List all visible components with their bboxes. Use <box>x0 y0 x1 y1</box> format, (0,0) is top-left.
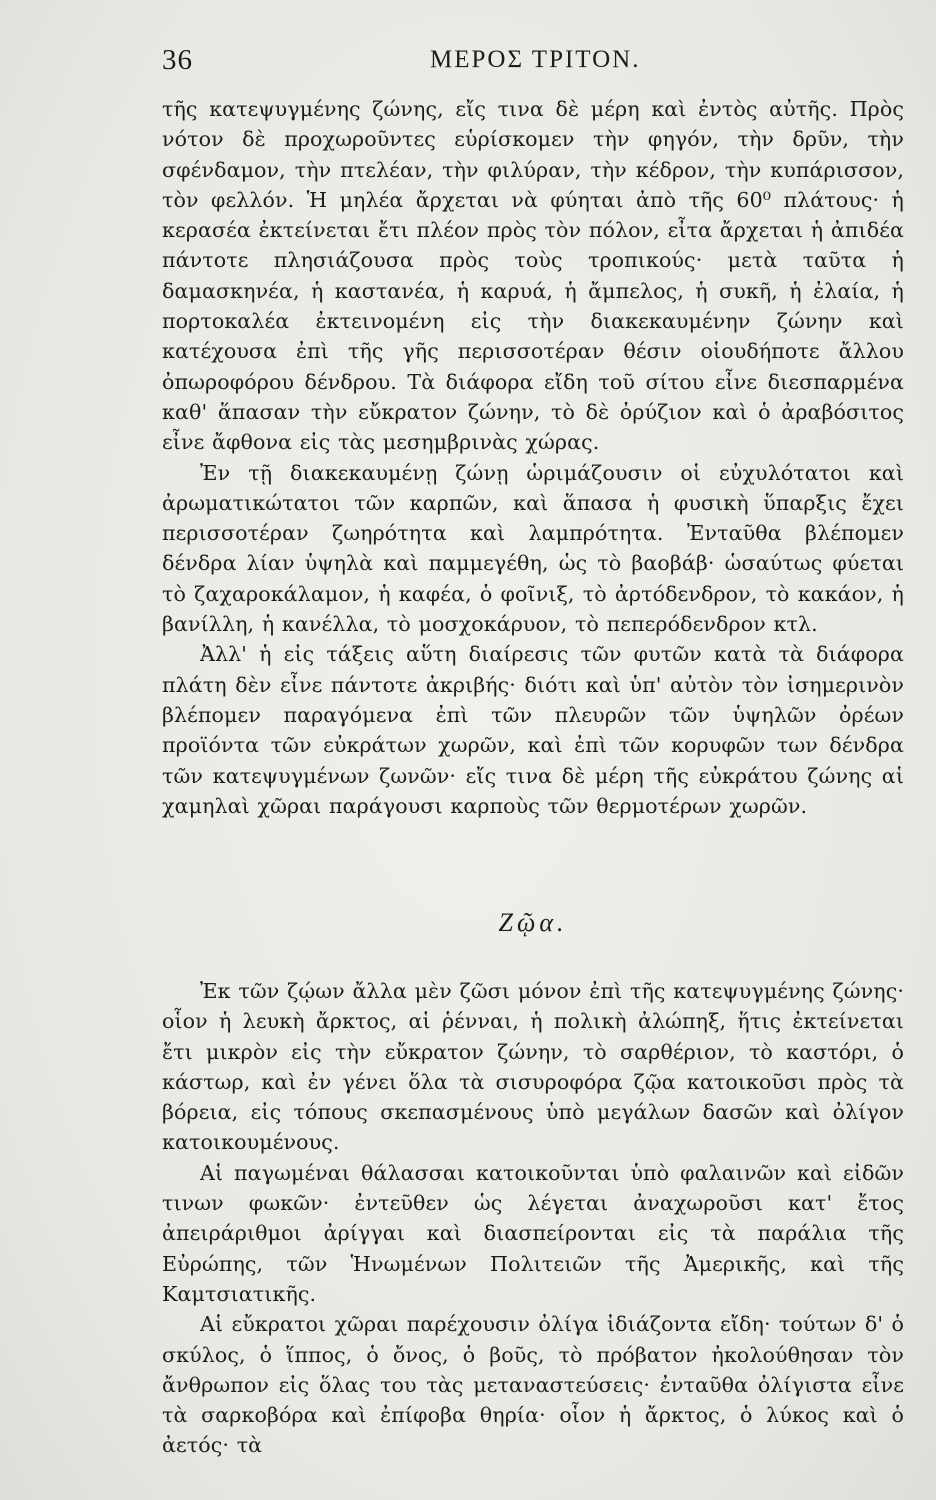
text-block-plants <box>162 94 904 821</box>
text-block-animals <box>162 976 904 1461</box>
page-number: 36 <box>162 44 193 76</box>
paragraph: Ἀλλ' ἡ εἰς τάξεις αὕτη διαίρεσις τῶν φυτῶν κατὰ τὰ διάφορα πλάτη δὲν εἶνε πάντοτε ἀκριβής· διότι καὶ ὑπ' αὐτὸν τὸν ἰσημερινὸν βλέπομεν παραγόμενα ἐπὶ τῶν πλευρῶν τῶν ὑψηλῶν ὀρέων προϊόντα τῶν εὐκράτων χωρῶν, καὶ ἐπὶ τῶν κορυφῶν των δένδρα τῶν κατεψυγμένων ζωνῶν· εἴς τινα δὲ μέρη τῆς εὐκράτου ζώνης αἱ χαμηλαὶ χῶραι παράγουσι καρποὺς τῶν θερμοτέρων χωρῶν. <box>162 642 904 818</box>
paragraph: Αἱ παγωμέναι θάλασσαι κατοικοῦνται ὑπὸ φαλαινῶν καὶ εἰδῶν τινων φωκῶν· ἐντεῦθεν ὡς λέγεται ἀναχωροῦσι κατ' ἔτος ἀπειράριθμοι ἀρίγγαι καὶ διασπείρονται εἰς τὰ παράλια τῆς Εὐρώπης, τῶν Ἡνωμένων Πολιτειῶν τῆς Ἀμερικῆς, καὶ τῆς Καμτσιατικῆς. <box>162 1160 904 1306</box>
paragraph: Αἱ εὔκρατοι χῶραι παρέχουσιν ὀλίγα ἰδιάζοντα εἴδη· τούτων δ' ὁ σκύλος, ὁ ἵππος, ὁ ὄνος, ὁ βοῦς, τὸ πρόβατον ἠκολούθησαν τὸν ἄνθρωπον εἰς ὅλας του τὰς μεταναστεύσεις· ἐνταῦθα ὀλίγιστα εἶνε τὰ σαρκοβόρα καὶ ἐπίφοβα θηρία· οἷον ἡ ἄρκτος, ὁ λύκος καὶ ὁ ἀετός· τὰ <box>162 1312 904 1458</box>
paragraph: Ἐν τῇ διακεκαυμένῃ ζώνῃ ὡριμάζουσιν οἱ εὐχυλότατοι καὶ ἀρωματικώτατοι τῶν καρπῶν, καὶ ἅπασα ἡ φυσικὴ ὕπαρξις ἔχει περισσοτέραν ζωηρότητα καὶ λαμπρότητα. Ἐνταῦθα βλέπομεν δένδρα λίαν ὑψηλὰ καὶ παμμεγέθη, ὡς τὸ βαοβάβ· ὡσαύτως φύεται τὸ ζαχαροκάλαμον, ἡ καφέα, ὁ φοῖνιξ, τὸ ἀρτόδενδρον, τὸ κακάον, ἡ βανίλλη, ἡ κανέλλα, τὸ μοσχοκάρυον, τὸ πεπερόδενδρον κτλ. <box>162 460 904 637</box>
paragraph: τῆς κατεψυγμένης ζώνης, εἴς τινα δὲ μέρη καὶ ἐντὸς αὐτῆς. Πρὸς νότον δὲ προχωροῦντες εὑρίσκομεν τὴν φηγόν, τὴν δρῦν, τὴν σφένδαμον, τὴν πτελέαν, τὴν φιλύραν, τὴν κέδρον, τὴν κυπάρισσον, τὸν φελλόν. Ἡ μηλέα ἄρχεται νὰ φύηται ἀπὸ τῆς 60⁰ πλάτους· ἡ κερασέα ἐκτείνεται ἔτι πλέον πρὸς τὸν πόλον, εἶτα ἄρχεται ἡ ἀπιδέα πάντοτε πλησιάζουσα πρὸς τοὺς τροπικούς· μετὰ ταῦτα ἡ δαμασκηνέα, ἡ καστανέα, ἡ καρυά, ἡ ἄμπελος, ἡ συκῆ, ἡ ἐλαία, ἡ πορτοκαλέα ἐκτεινομένη εἰς τὴν διακεκαυμένην ζώνην καὶ κατέχουσα ἐπὶ τῆς γῆς περισσοτέραν θέσιν οἱουδήποτε ἄλλου ὀπωροφόρου δένδρου. Τὰ διάφορα εἴδη τοῦ σίτου εἶνε διεσπαρμένα καθ' ἅπασαν τὴν εὔκρατον ζώνην, τὸ δὲ ὀρύζιον καὶ ὁ ἀραβόσιτος εἶνε ἄφθονα εἰς τὰς μεσημβρινὰς χώρας. <box>162 97 904 455</box>
paragraph: Ἐκ τῶν ζῴων ἄλλα μὲν ζῶσι μόνον ἐπὶ τῆς κατεψυγμένης ζώνης· οἷον ἡ λευκὴ ἄρκτος, αἱ ῥένναι, ἡ πολικὴ ἀλώπηξ, ἥτις ἐκτείνεται ἔτι μικρὸν εἰς τὴν εὔκρατον ζώνην, τὸ σαρθέριον, τὸ καστόρι, ὁ κάστωρ, καὶ ἐν γένει ὅλα τὰ σισυροφόρα ζῷα κατοικοῦσι πρὸς τὰ βόρεια, εἰς τόπους σκεπασμένους ὑπὸ μεγάλων δασῶν καὶ ὀλίγον κατοικουμένους. <box>162 979 904 1155</box>
running-head: ΜΕΡΟΣ ΤΡΙΤΟΝ. <box>430 46 641 73</box>
section-title: Ζῷα. <box>498 908 568 937</box>
page-header <box>162 44 904 88</box>
